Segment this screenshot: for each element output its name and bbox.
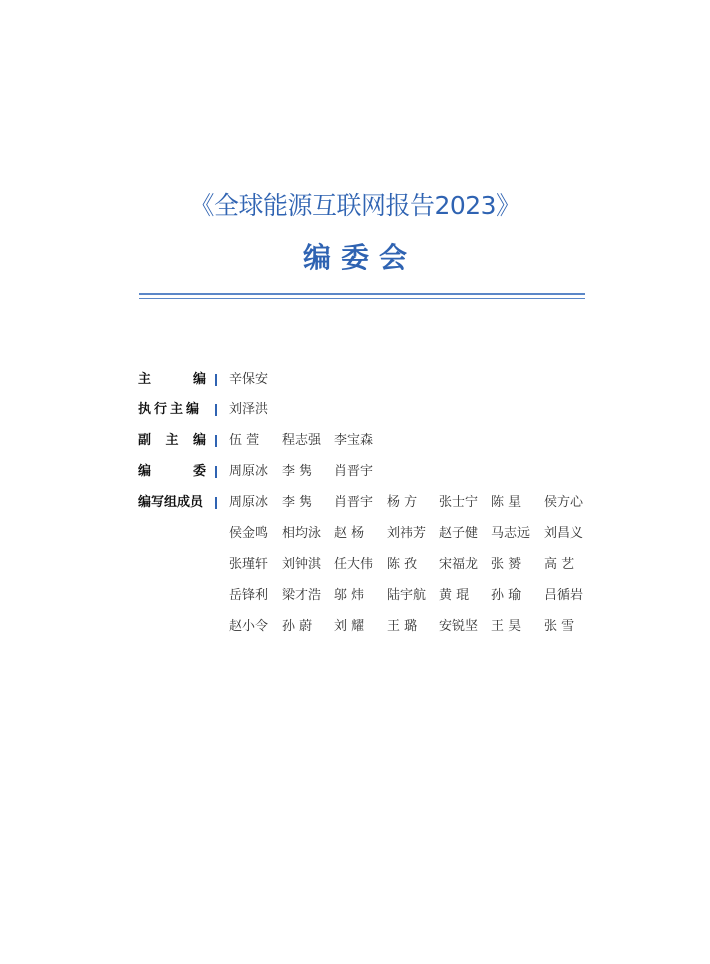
member-name: 辛保安	[229, 372, 269, 387]
separator-bar	[215, 404, 217, 416]
member-name: 宋福龙	[439, 557, 479, 572]
member-name: 周原冰	[229, 495, 269, 510]
member-name: 杨 方	[387, 495, 418, 510]
member-name: 邬 炜	[334, 588, 365, 603]
member-name: 赵小令	[229, 619, 269, 634]
member-name: 李宝森	[334, 433, 374, 448]
member-name: 刘钟淇	[282, 557, 322, 572]
member-name: 相均泳	[282, 526, 322, 541]
member-name: 赵 杨	[334, 526, 365, 541]
member-name: 李 隽	[282, 495, 313, 510]
member-name: 王 璐	[387, 619, 418, 634]
separator-bar	[215, 497, 217, 509]
separator-bar	[215, 466, 217, 478]
divider-thick	[139, 293, 585, 295]
role-label: 编写组成员	[138, 495, 204, 510]
member-name: 孙 蔚	[282, 619, 313, 634]
member-name: 刘泽洪	[229, 402, 269, 417]
member-name: 马志远	[491, 526, 531, 541]
report-title: 《全球能源互联网报告2023》	[189, 191, 521, 220]
member-name: 陈 星	[491, 495, 522, 510]
role-label: 副 主 编	[138, 433, 206, 448]
member-name: 陈 孜	[387, 557, 418, 572]
separator-bar	[215, 435, 217, 447]
member-name: 岳锋利	[229, 588, 269, 603]
member-name: 赵子健	[439, 526, 479, 541]
member-name: 高 艺	[544, 557, 575, 572]
member-name: 任大伟	[334, 557, 374, 572]
member-name: 刘祎芳	[387, 526, 427, 541]
member-name: 刘昌义	[544, 526, 584, 541]
member-name: 侯金鸣	[229, 526, 269, 541]
member-name: 伍 萱	[229, 433, 260, 448]
member-name: 侯方心	[544, 495, 584, 510]
member-name: 张瑾轩	[229, 557, 269, 572]
role-label: 主 编	[138, 372, 206, 387]
member-name: 周原冰	[229, 464, 269, 479]
role-label: 执行主编	[138, 402, 203, 417]
member-name: 肖晋宇	[334, 464, 374, 479]
member-name: 王 昊	[491, 619, 522, 634]
separator-bar	[215, 374, 217, 386]
divider-thin	[139, 298, 585, 299]
member-name: 肖晋宇	[334, 495, 374, 510]
member-name: 陆宇航	[387, 588, 427, 603]
member-name: 吕循岩	[544, 588, 584, 603]
member-name: 张 赟	[491, 557, 522, 572]
role-label: 编 委	[138, 464, 206, 479]
member-name: 梁才浩	[282, 588, 322, 603]
member-name: 刘 耀	[334, 619, 365, 634]
member-name: 李 隽	[282, 464, 313, 479]
member-name: 黄 琨	[439, 588, 470, 603]
member-name: 程志强	[282, 433, 322, 448]
member-name: 孙 瑜	[491, 588, 522, 603]
member-name: 张 雪	[544, 619, 575, 634]
member-name: 安锐坚	[439, 619, 479, 634]
member-name: 张士宁	[439, 495, 479, 510]
editorial-board-heading: 编委会	[302, 241, 417, 274]
